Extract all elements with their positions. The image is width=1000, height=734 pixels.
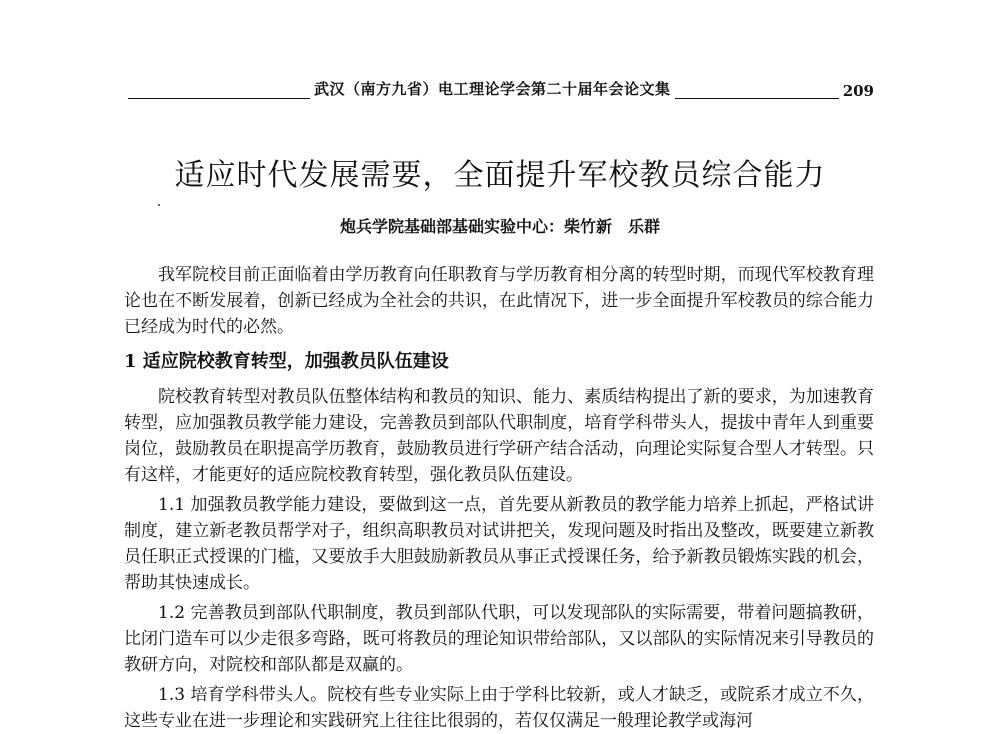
paper-body [124, 262, 874, 734]
subsection-1-1: 1.1 加强教员教学能力建设，要做到这一点，首先要从新教员的教学能力培养上抓起，严格试讲制度，建立新老教员帮学对子，组织高职教员对试讲把关，发现问题及时指出及整改，既要建立新教员任职正式授课的门槛，又要放手大胆鼓励新教员从事正式授课任务，给予新教员锻炼实践的机会，帮助其快速成长。 [124, 495, 874, 593]
intro-paragraph: 我军院校目前正面临着由学历教育向任职教育与学历教育相分离的转型时期，而现代军校教育理论也在不断发展着，创新已经成为全社会的共识，在此情况下，进一步全面提升军校教员的综合能力已经成为时代的必然。 [124, 265, 874, 337]
speck-mark [158, 204, 160, 206]
page-number: 209 [839, 82, 874, 100]
section-heading: 1 适应院校教育转型，加强教员队伍建设 [124, 351, 449, 372]
running-header [128, 78, 874, 102]
paper-title: 适应时代发展需要，全面提升军校教员综合能力 [174, 158, 826, 193]
journal-title: 武汉（南方九省）电工理论学会第二十届年会论文集 [310, 78, 675, 99]
subsection-1-3: 1.3 培育学科带头人。院校有些专业实际上由于学科比较新，或人才缺乏，或院系才成立不久，这些专业在进一步理论和实践研究上往往比很弱的，若仅仅满足一般理论教学或海河 [124, 685, 874, 731]
section-paragraph: 院校教育转型对教员队伍整体结构和教员的知识、能力、素质结构提出了新的要求，为加速教育转型，应加强教员教学能力建设，完善教员到部队代职制度，培育学科带头人，提拔中青年人到重要岗位，鼓励教员在职提高学历教育，鼓励教员进行学研产结合活动，向理论实际复合型人才转型。只有这样，才能更好的适应院校教育转型，强化教员队伍建设。 [124, 387, 874, 485]
subsection-1-2: 1.2 完善教员到部队代职制度，教员到部队代职，可以发现部队的实际需要，带着问题搞教研，比闭门造车可以少走很多弯路，既可将教员的理论知识带给部队，又以部队的实际情况来引导教员的教研方向，对院校和部队都是双赢的。 [124, 603, 874, 675]
author-line: 炮兵学院基础部基础实验中心：柴竹新 乐群 [339, 217, 660, 236]
